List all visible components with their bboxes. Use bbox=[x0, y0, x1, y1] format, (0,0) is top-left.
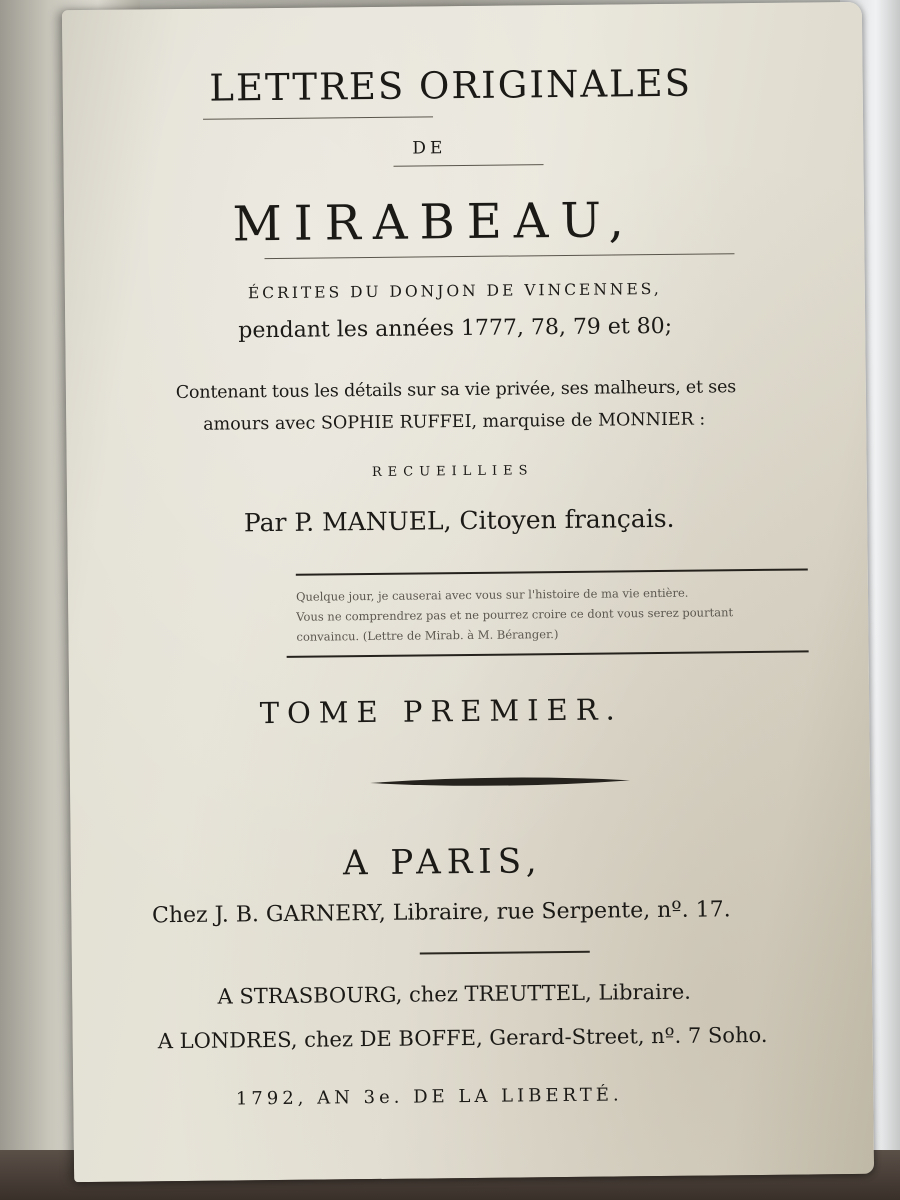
title-de: DE bbox=[412, 138, 447, 159]
editor-line: Par P. MANUEL, Citoyen français. bbox=[243, 503, 675, 538]
title-page bbox=[62, 2, 874, 1182]
author-name: MIRABEAU, bbox=[232, 192, 637, 253]
publisher-paris: Chez J. B. GARNERY, Libraire, rue Serpente, nº. 17. bbox=[151, 897, 731, 929]
epigraph-line-2: Vous ne comprendrez pas et ne pourrez croire ce dont vous serez pourtant bbox=[296, 605, 734, 624]
place-strasbourg: A STRASBOURG, chez TREUTTEL, Libraire. bbox=[217, 979, 692, 1009]
title-underline bbox=[203, 116, 433, 119]
description-line-1: Contenant tous les détails sur sa vie privée, ses malheurs, et ses bbox=[175, 377, 737, 404]
description-line-2: amours avec SOPHIE RUFFEI, marquise de MONNIER : bbox=[203, 409, 706, 435]
publication-date: 1792, AN 3e. DE LA LIBERTÉ. bbox=[235, 1084, 623, 1110]
author-underline bbox=[264, 253, 734, 259]
subtitle-line-1: ÉCRITES DU DONJON DE VINCENNES, bbox=[247, 279, 662, 303]
epigraph-bottom-rule bbox=[287, 650, 809, 657]
publisher-divider bbox=[420, 951, 590, 955]
subtitle-line-2: pendant les années 1777, 78, 79 et 80; bbox=[238, 313, 673, 344]
ornament-rule bbox=[370, 774, 630, 789]
title-line: LETTRES ORIGINALES bbox=[209, 61, 693, 110]
de-underline bbox=[394, 164, 544, 167]
epigraph-line-3: convaincu. (Lettre de Mirab. à M. Béranger.) bbox=[296, 627, 559, 644]
place-paris: A PARIS, bbox=[342, 841, 543, 884]
place-londres: A LONDRES, chez DE BOFFE, Gerard-Street, nº. 7 Soho. bbox=[157, 1022, 768, 1054]
collected-label: RECUEILLIES bbox=[371, 463, 534, 480]
volume-label: TOME PREMIER. bbox=[259, 692, 623, 731]
epigraph-top-rule bbox=[296, 568, 808, 575]
epigraph-line-1: Quelque jour, je causerai avec vous sur l'histoire de ma vie entière. bbox=[295, 585, 689, 604]
